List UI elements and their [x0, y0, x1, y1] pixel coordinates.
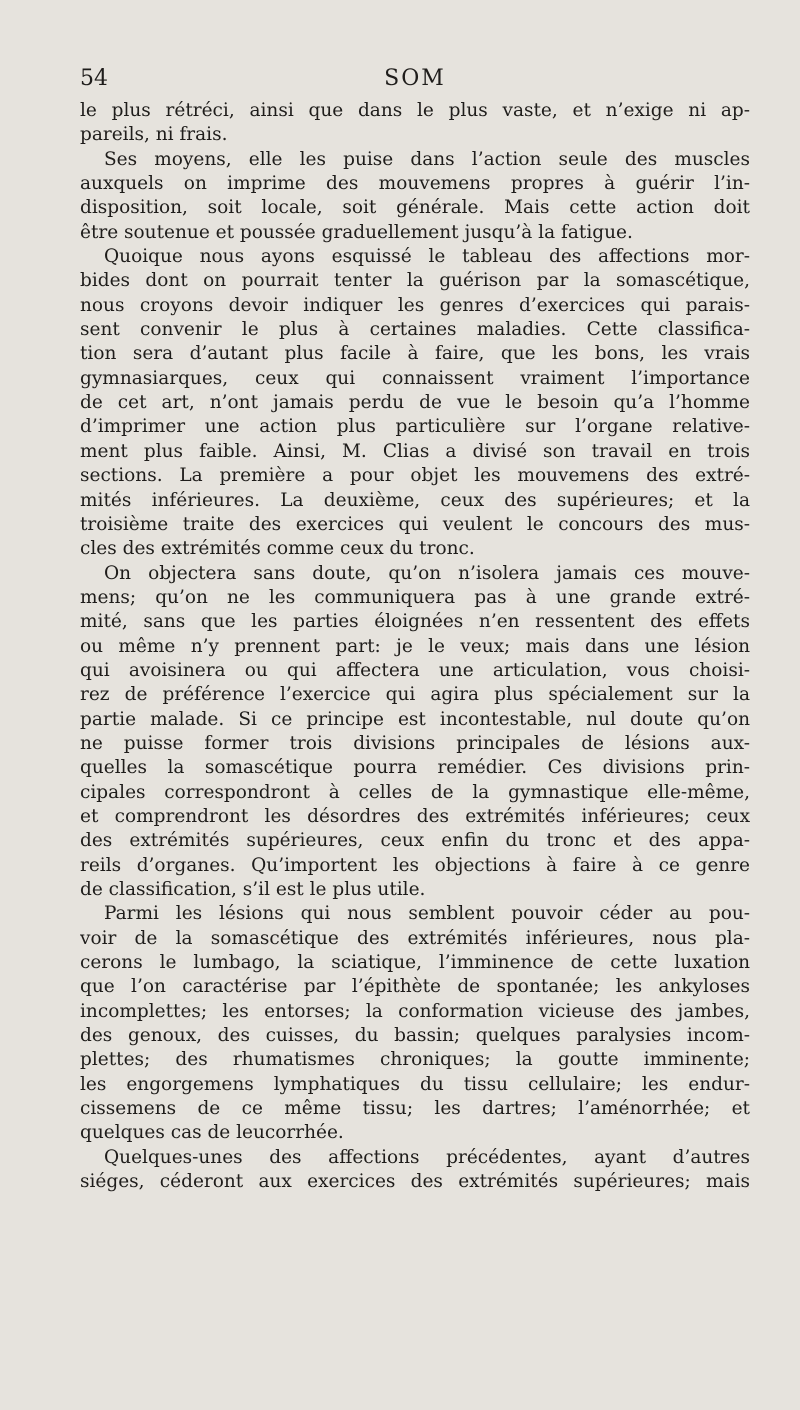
text-line: pareils, ni frais. — [80, 124, 228, 146]
text-line: mens; qu’on ne les communiquera pas à une grande extré- — [80, 586, 750, 608]
text-line: les engorgemens lymphatiques du tissu cellulaire; les endur- — [80, 1073, 750, 1095]
text-line: Quoique nous ayons esquissé le tableau des affections mor- — [104, 246, 750, 268]
page-number: 54 — [80, 66, 108, 91]
text-line: gymnasiarques, ceux qui connaissent vraiment l’importance — [80, 367, 750, 389]
text-line: voir de la somascétique des extrémités inférieures, nous pla- — [80, 927, 750, 949]
text-line: sent convenir le plus à certaines maladies. Cette classifica- — [80, 319, 750, 341]
text-line: Parmi les lésions qui nous semblent pouvoir céder au pou- — [104, 903, 750, 925]
text-line: cles des extrémités comme ceux du tronc. — [80, 538, 475, 560]
text-line: bides dont on pourrait tenter la guérison par la somascétique, — [80, 270, 750, 292]
text-line: Quelques-unes des affections précédentes, ayant d’autres — [104, 1146, 750, 1168]
text-line: tion sera d’autant plus facile à faire, que les bons, les vrais — [80, 343, 750, 365]
text-line: d’imprimer une action plus particulière sur l’organe relative- — [80, 416, 750, 438]
text-line: cerons le lumbago, la sciatique, l’imminence de cette luxation — [80, 952, 750, 974]
text-line: quelques cas de leucorrhée. — [80, 1122, 344, 1144]
text-line: des extrémités supérieures, ceux enfin du tronc et des appa- — [80, 830, 750, 852]
page-header — [80, 64, 750, 98]
text-line: disposition, soit locale, soit générale. Mais cette action doit — [80, 197, 750, 219]
text-line: troisième traite des exercices qui veulent le concours des mus- — [80, 513, 750, 535]
text-line: mité, sans que les parties éloignées n’en ressentent des effets — [80, 611, 750, 633]
text-line: des genoux, des cuisses, du bassin; quelques paralysies incom- — [80, 1025, 750, 1047]
text-line: nous croyons devoir indiquer les genres d’exercices qui parais- — [80, 294, 750, 316]
text-line: reils d’organes. Qu’importent les objections à faire à ce genre — [80, 854, 750, 876]
text-line: le plus rétréci, ainsi que dans le plus vaste, et n’exige ni ap- — [80, 100, 750, 121]
text-line: ou même n’y prennent part: je le veux; mais dans une lésion — [80, 635, 750, 657]
text-line: siéges, céderont aux exercices des extrémités supérieures; mais — [80, 1171, 750, 1193]
text-line: sections. La première a pour objet les mouvemens des extré- — [80, 465, 750, 487]
text-line: et comprendront les désordres des extrémités inférieures; ceux — [80, 805, 750, 827]
text-line: On objectera sans doute, qu’on n’isolera jamais ces mouve- — [104, 562, 750, 584]
body-text — [80, 99, 750, 1194]
text-line: plettes; des rhumatismes chroniques; la goutte imminente; — [80, 1049, 750, 1071]
text-line: être soutenue et poussée graduellement jusqu’à la fatigue. — [80, 221, 633, 243]
text-line: auxquels on imprime des mouvemens propres à guérir l’in- — [80, 173, 750, 195]
text-line: ment plus faible. Ainsi, M. Clias a divisé son travail en trois — [80, 440, 750, 462]
text-line: que l’on caractérise par l’épithète de spontanée; les ankyloses — [80, 976, 750, 998]
text-line: rez de préférence l’exercice qui agira plus spécialement sur la — [80, 684, 750, 706]
text-line: cipales correspondront à celles de la gymnastique elle-même, — [80, 781, 750, 803]
text-line: Ses moyens, elle les puise dans l’action seule des muscles — [104, 148, 750, 170]
text-line: cissemens de ce même tissu; les dartres; l’aménorrhée; et — [80, 1098, 750, 1120]
text-line: qui avoisinera ou qui affectera une articulation, vous choisi- — [80, 659, 750, 681]
text-line: de cet art, n’ont jamais perdu de vue le besoin qu’a l’homme — [80, 392, 750, 414]
text-line: quelles la somascétique pourra remédier. Ces divisions prin- — [80, 757, 750, 779]
text-line: incomplettes; les entorses; la conformation vicieuse des jambes, — [80, 1000, 750, 1022]
text-line: partie malade. Si ce principe est incontestable, nul doute qu’on — [80, 708, 750, 730]
running-head: SOM — [384, 66, 446, 91]
text-line: mités inférieures. La deuxième, ceux des supérieures; et la — [80, 489, 750, 511]
text-line: ne puisse former trois divisions principales de lésions aux- — [80, 732, 750, 754]
text-line: de classification, s’il est le plus utile. — [80, 879, 426, 900]
